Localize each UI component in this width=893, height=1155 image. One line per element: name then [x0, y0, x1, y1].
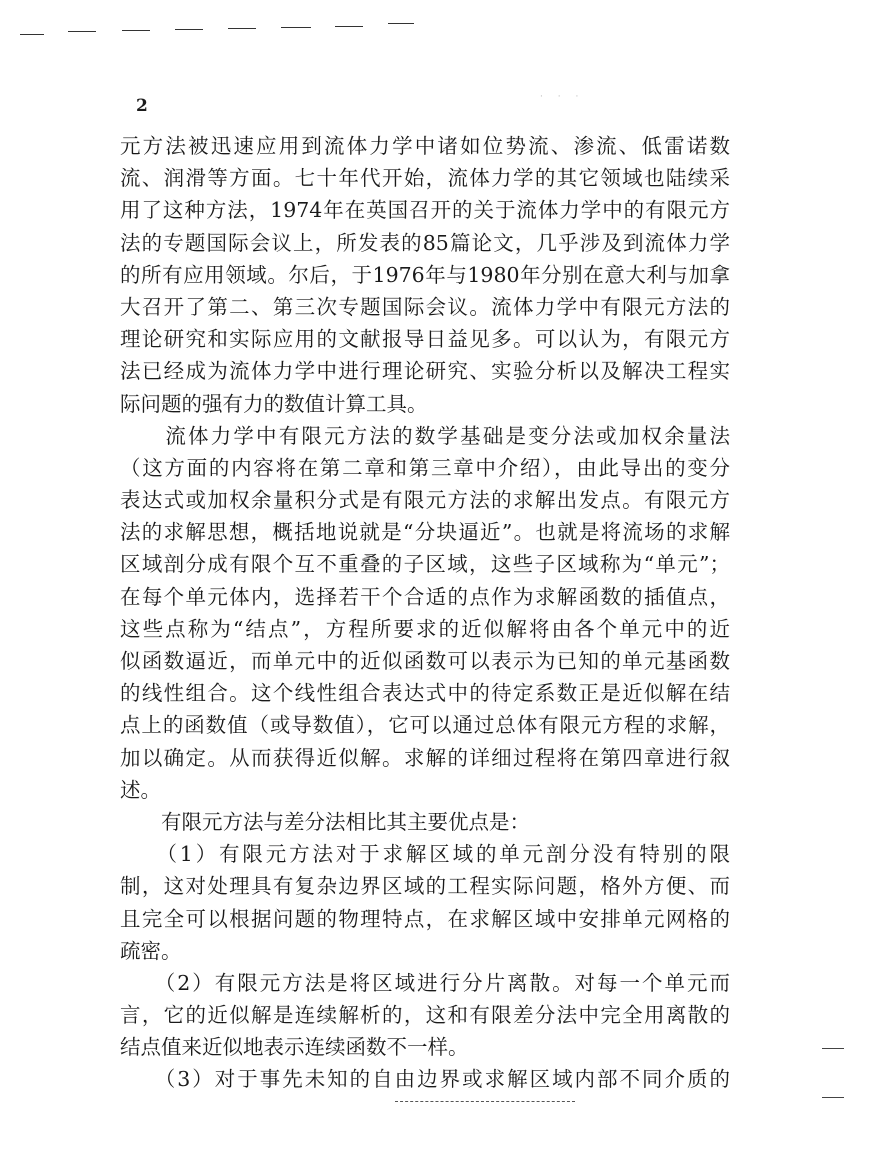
- text-line: 大召开了第二、第三次专题国际会议。流体力学中有限元方法的: [120, 294, 730, 319]
- page-number: 2: [136, 96, 148, 116]
- text-line: 的所有应用领域。尔后，于1976年与1980年分别在意大利与加拿: [120, 262, 730, 287]
- scan-bottom-rule: [395, 1101, 575, 1102]
- text-line: 的线性组合。这个线性组合表达式中的待定系数正是近似解在结: [120, 681, 730, 706]
- scan-edge-mark: [822, 1097, 844, 1098]
- scan-faint-mark: · · ·: [540, 92, 585, 102]
- text-line: 点上的函数值（或导数值），它可以通过总体有限元方程的求解，: [120, 713, 730, 738]
- text-line: 法的求解思想，概括地说就是“分块逼近”。也就是将流场的求解: [120, 520, 730, 545]
- scan-edge-mark: [822, 1048, 844, 1049]
- text-line: 用了这种方法，1974年在英国召开的关于流体力学中的有限元方: [120, 198, 730, 223]
- text-line: （2）有限元方法是将区域进行分片离散。对每一个单元而: [120, 970, 730, 995]
- text-line: 这些点称为“结点”，方程所要求的近似解将由各个单元中的近: [120, 616, 730, 641]
- text-line: 流、润滑等方面。七十年代开始，流体力学的其它领域也陆续采: [120, 166, 730, 191]
- scan-dash-mark: [281, 27, 311, 28]
- text-line: 言，它的近似解是连续解析的，这和有限差分法中完全用离散的: [120, 1003, 730, 1028]
- text-line: 且完全可以根据问题的物理特点，在求解区域中安排单元网格的: [120, 906, 730, 931]
- text-line: 结点值来近似地表示连续函数不一样。: [120, 1035, 469, 1060]
- text-line: 制，这对处理具有复杂边界区域的工程实际问题，格外方便、而: [120, 874, 730, 899]
- text-line: 理论研究和实际应用的文献报导日益见多。可以认为，有限元方: [120, 327, 730, 352]
- text-line: 法的专题国际会议上，所发表的85篇论文，几乎涉及到流体力学: [120, 230, 730, 255]
- text-line: 有限元方法与差分法相比其主要优点是：: [120, 809, 530, 834]
- text-line: 疏密。: [120, 938, 182, 963]
- scan-dash-mark: [68, 31, 96, 32]
- text-line: （3）对于事先未知的自由边界或求解区域内部不同介质的: [120, 1067, 730, 1092]
- text-line: 述。: [120, 777, 161, 802]
- text-line: 在每个单元体内，选择若干个合适的点作为求解函数的插值点，: [120, 584, 730, 609]
- scan-dash-mark: [175, 29, 203, 30]
- text-line: 加以确定。从而获得近似解。求解的详细过程将在第四章进行叙: [120, 745, 730, 770]
- scan-dash-mark: [20, 34, 44, 35]
- text-line: 法已经成为流体力学中进行理论研究、实验分析以及解决工程实: [120, 359, 730, 384]
- scan-dash-mark: [122, 30, 150, 31]
- text-line: 似函数逼近，而单元中的近似函数可以表示为已知的单元基函数: [120, 649, 730, 673]
- text-line: 流体力学中有限元方法的数学基础是变分法或加权余量法: [120, 423, 730, 448]
- body-text: [120, 130, 730, 1096]
- text-line: 表达式或加权余量积分式是有限元方法的求解出发点。有限元方: [120, 488, 730, 513]
- text-line: （1）有限元方法对于求解区域的单元剖分没有特别的限: [120, 842, 730, 867]
- scan-dash-mark: [228, 28, 256, 29]
- scan-dash-mark: [335, 26, 363, 27]
- scan-dash-mark: [388, 23, 414, 24]
- text-line: 际问题的强有力的数值计算工具。: [120, 391, 428, 416]
- text-line: （这方面的内容将在第二章和第三章中介绍），由此导出的变分: [120, 455, 730, 480]
- text-line: 区域剖分成有限个互不重叠的子区域，这些子区域称为“单元”；: [120, 552, 730, 577]
- text-line: 元方法被迅速应用到流体力学中诸如位势流、渗流、低雷诺数: [120, 134, 730, 158]
